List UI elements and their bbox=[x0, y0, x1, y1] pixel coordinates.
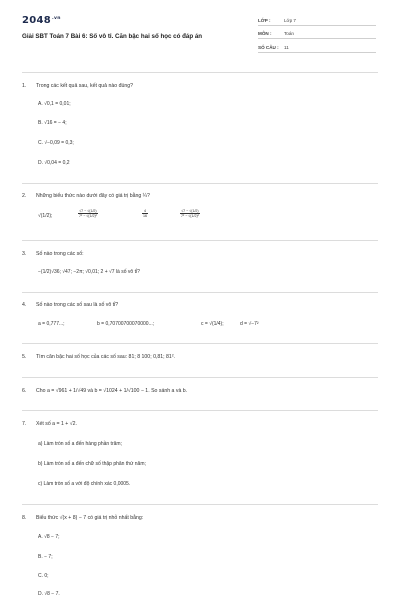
q1-option-a: A. √0,1 = 0,01; bbox=[38, 101, 71, 107]
divider-5 bbox=[22, 377, 378, 378]
q2-d-denominator: 7² − √(1/2)² bbox=[181, 214, 199, 219]
q1-option-d: D. √0,04 = 0,2 bbox=[38, 160, 70, 166]
meta-subject-value: Toán bbox=[284, 31, 294, 36]
question-4-number: 4. bbox=[22, 302, 27, 308]
question-1-text: Trong các kết quả sau, kết quả nào đúng? bbox=[36, 83, 133, 89]
question-5-number: 5. bbox=[22, 354, 27, 360]
q2-d-numerator: √7 − √(1/2) bbox=[181, 209, 199, 213]
logo-main: 2048 bbox=[22, 15, 52, 26]
question-4-text: Số nào trong các số sau là số vô tỉ? bbox=[36, 302, 119, 308]
question-3-number: 3. bbox=[22, 251, 27, 257]
meta-class-key: LỚP : bbox=[258, 18, 271, 23]
header-divider bbox=[22, 72, 378, 73]
q2-c-numerator: 4 bbox=[144, 209, 146, 213]
q2-option-c bbox=[142, 209, 148, 219]
q1-option-b: B. √16 = − 4; bbox=[38, 120, 67, 126]
page-title: Giải SBT Toán 7 Bài 6: Số vô tỉ. Căn bậc hai số học có đáp án bbox=[22, 33, 203, 40]
q2-b-numerator: √7 − √(1/2) bbox=[79, 209, 97, 213]
divider-4 bbox=[22, 343, 378, 344]
meta-count-value: 11 bbox=[284, 45, 289, 50]
question-6-number: 6. bbox=[22, 388, 27, 394]
question-8-text: Biểu thức √(x + 8) − 7 có giá trị nhỏ nhất bằng: bbox=[36, 515, 144, 521]
question-3-text: Số nào trong các số: bbox=[36, 251, 84, 257]
q7-part-c: c) Làm tròn số a với độ chính xác 0,0005. bbox=[38, 481, 131, 487]
q2-option-a: √(1/2); bbox=[38, 213, 53, 219]
q4-option-c: c = √(1/4); bbox=[201, 321, 224, 327]
meta-count bbox=[258, 44, 376, 53]
meta-subject-key: MÔN : bbox=[258, 31, 272, 36]
divider-6 bbox=[22, 410, 378, 411]
q8-option-d: D. √8 − 7. bbox=[38, 591, 60, 597]
question-2-text: Những biểu thức nào dưới đây có giá trị bằng ¼? bbox=[36, 193, 150, 199]
question-2-number: 2. bbox=[22, 193, 27, 199]
q4-option-d: d = √−7² bbox=[240, 321, 259, 327]
q2-b-denominator: 7² − √(1/2)² bbox=[79, 214, 97, 219]
q7-part-b: b) Làm tròn số a đến chữ số thập phân thứ năm; bbox=[38, 461, 146, 467]
meta-class-value: Lớp 7 bbox=[284, 18, 296, 23]
q8-option-c: C. 0; bbox=[38, 573, 49, 579]
question-5-text: Tìm căn bậc hai số học của các số sau: 81; 8 100; 0,81; 81². bbox=[36, 354, 175, 360]
question-8-number: 8. bbox=[22, 515, 27, 521]
q1-option-c: C. √−0,09 = 0,3; bbox=[38, 140, 74, 146]
q3-number-list: −(1/2)√36; √47; −2π; √0,01; 2 + √7 là số vô tỉ? bbox=[38, 269, 140, 275]
logo-sub: .vn bbox=[52, 15, 61, 21]
q4-option-b: b = 0,70700700070000...; bbox=[97, 321, 155, 327]
question-7-number: 7. bbox=[22, 421, 27, 427]
q4-option-a: a = 0,777...; bbox=[38, 321, 65, 327]
q2-c-denominator: 16 bbox=[143, 214, 147, 219]
question-1-number: 1. bbox=[22, 83, 27, 89]
meta-count-key: SỐ CÂU : bbox=[258, 45, 279, 50]
divider-3 bbox=[22, 292, 378, 293]
meta-subject bbox=[258, 30, 376, 39]
question-6-text: Cho a = √961 + 1/√49 và b = √1024 + 1/√100 − 1. So sánh a và b. bbox=[36, 388, 188, 394]
divider-2 bbox=[22, 240, 378, 241]
q7-part-a: a) Làm tròn số a đến hàng phần trăm; bbox=[38, 441, 122, 447]
q2-option-b bbox=[78, 209, 98, 219]
divider-7 bbox=[22, 504, 378, 505]
meta-class bbox=[258, 17, 376, 26]
question-7-text: Xét số a = 1 + √2. bbox=[36, 421, 77, 427]
q2-option-d bbox=[180, 209, 200, 219]
site-logo[interactable] bbox=[22, 15, 61, 26]
divider-1 bbox=[22, 183, 378, 184]
q8-option-b: B. − 7; bbox=[38, 554, 53, 560]
q8-option-a: A. √8 − 7; bbox=[38, 534, 60, 540]
